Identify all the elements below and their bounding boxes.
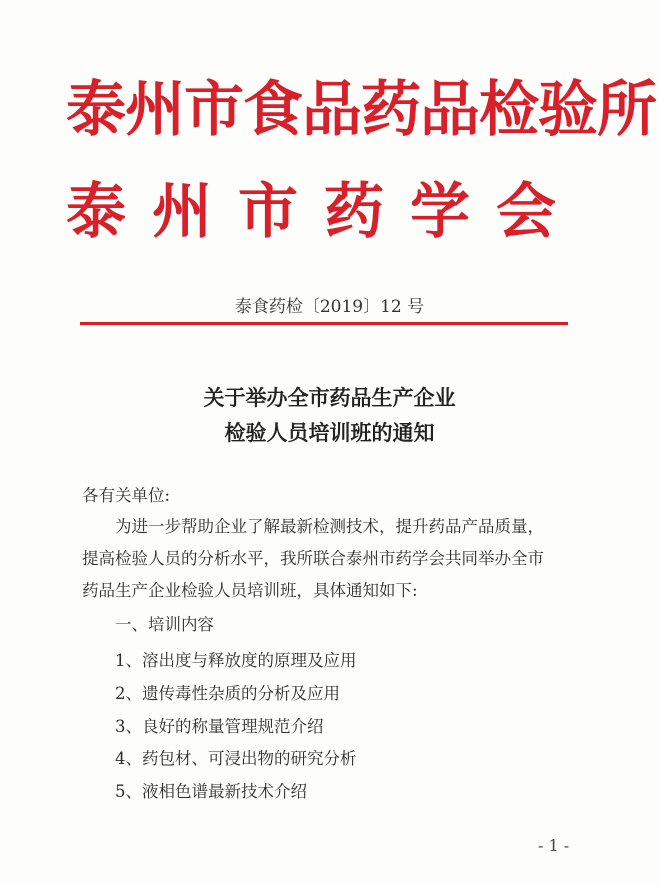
issuer-line-1: 泰州市食品药品检验所 (66, 75, 656, 145)
section-heading: 一、培训内容 (115, 615, 214, 634)
red-divider (80, 322, 568, 325)
issuer-line-2-char: 学 (410, 177, 470, 247)
paragraph-line: 药品生产企业检验人员培训班，具体通知如下: (82, 581, 418, 600)
issuer-line-2-char: 泰 (66, 177, 126, 247)
page-number: - 1 - (538, 836, 570, 855)
paragraph-line: 为进一步帮助企业了解最新检测技术，提升药品产品质量， (115, 517, 544, 536)
issuer-line-2-char: 州 (152, 177, 212, 247)
paragraph-line: 提高检验人员的分析水平，我所联合泰州市药学会共同举办全市 (82, 549, 544, 568)
issuer-line-2 (66, 177, 556, 247)
notice-title-line-1: 关于举办全市药品生产企业 (203, 385, 456, 410)
list-item: 4、药包材、可浸出物的研究分析 (115, 749, 357, 768)
document-number: 泰食药检〔2019〕12 号 (234, 297, 425, 317)
issuer-line-2-char: 会 (496, 177, 556, 247)
salutation: 各有关单位: (82, 486, 171, 505)
issuer-line-2-char: 药 (324, 177, 384, 247)
list-item: 1、溶出度与释放度的原理及应用 (115, 651, 357, 670)
notice-title-line-2: 检验人员培训班的通知 (224, 420, 435, 445)
list-item: 2、遗传毒性杂质的分析及应用 (115, 684, 340, 703)
list-item: 5、液相色谱最新技术介绍 (115, 782, 307, 801)
list-item: 3、良好的称量管理规范介绍 (115, 717, 324, 736)
issuer-line-2-char: 市 (238, 177, 298, 247)
